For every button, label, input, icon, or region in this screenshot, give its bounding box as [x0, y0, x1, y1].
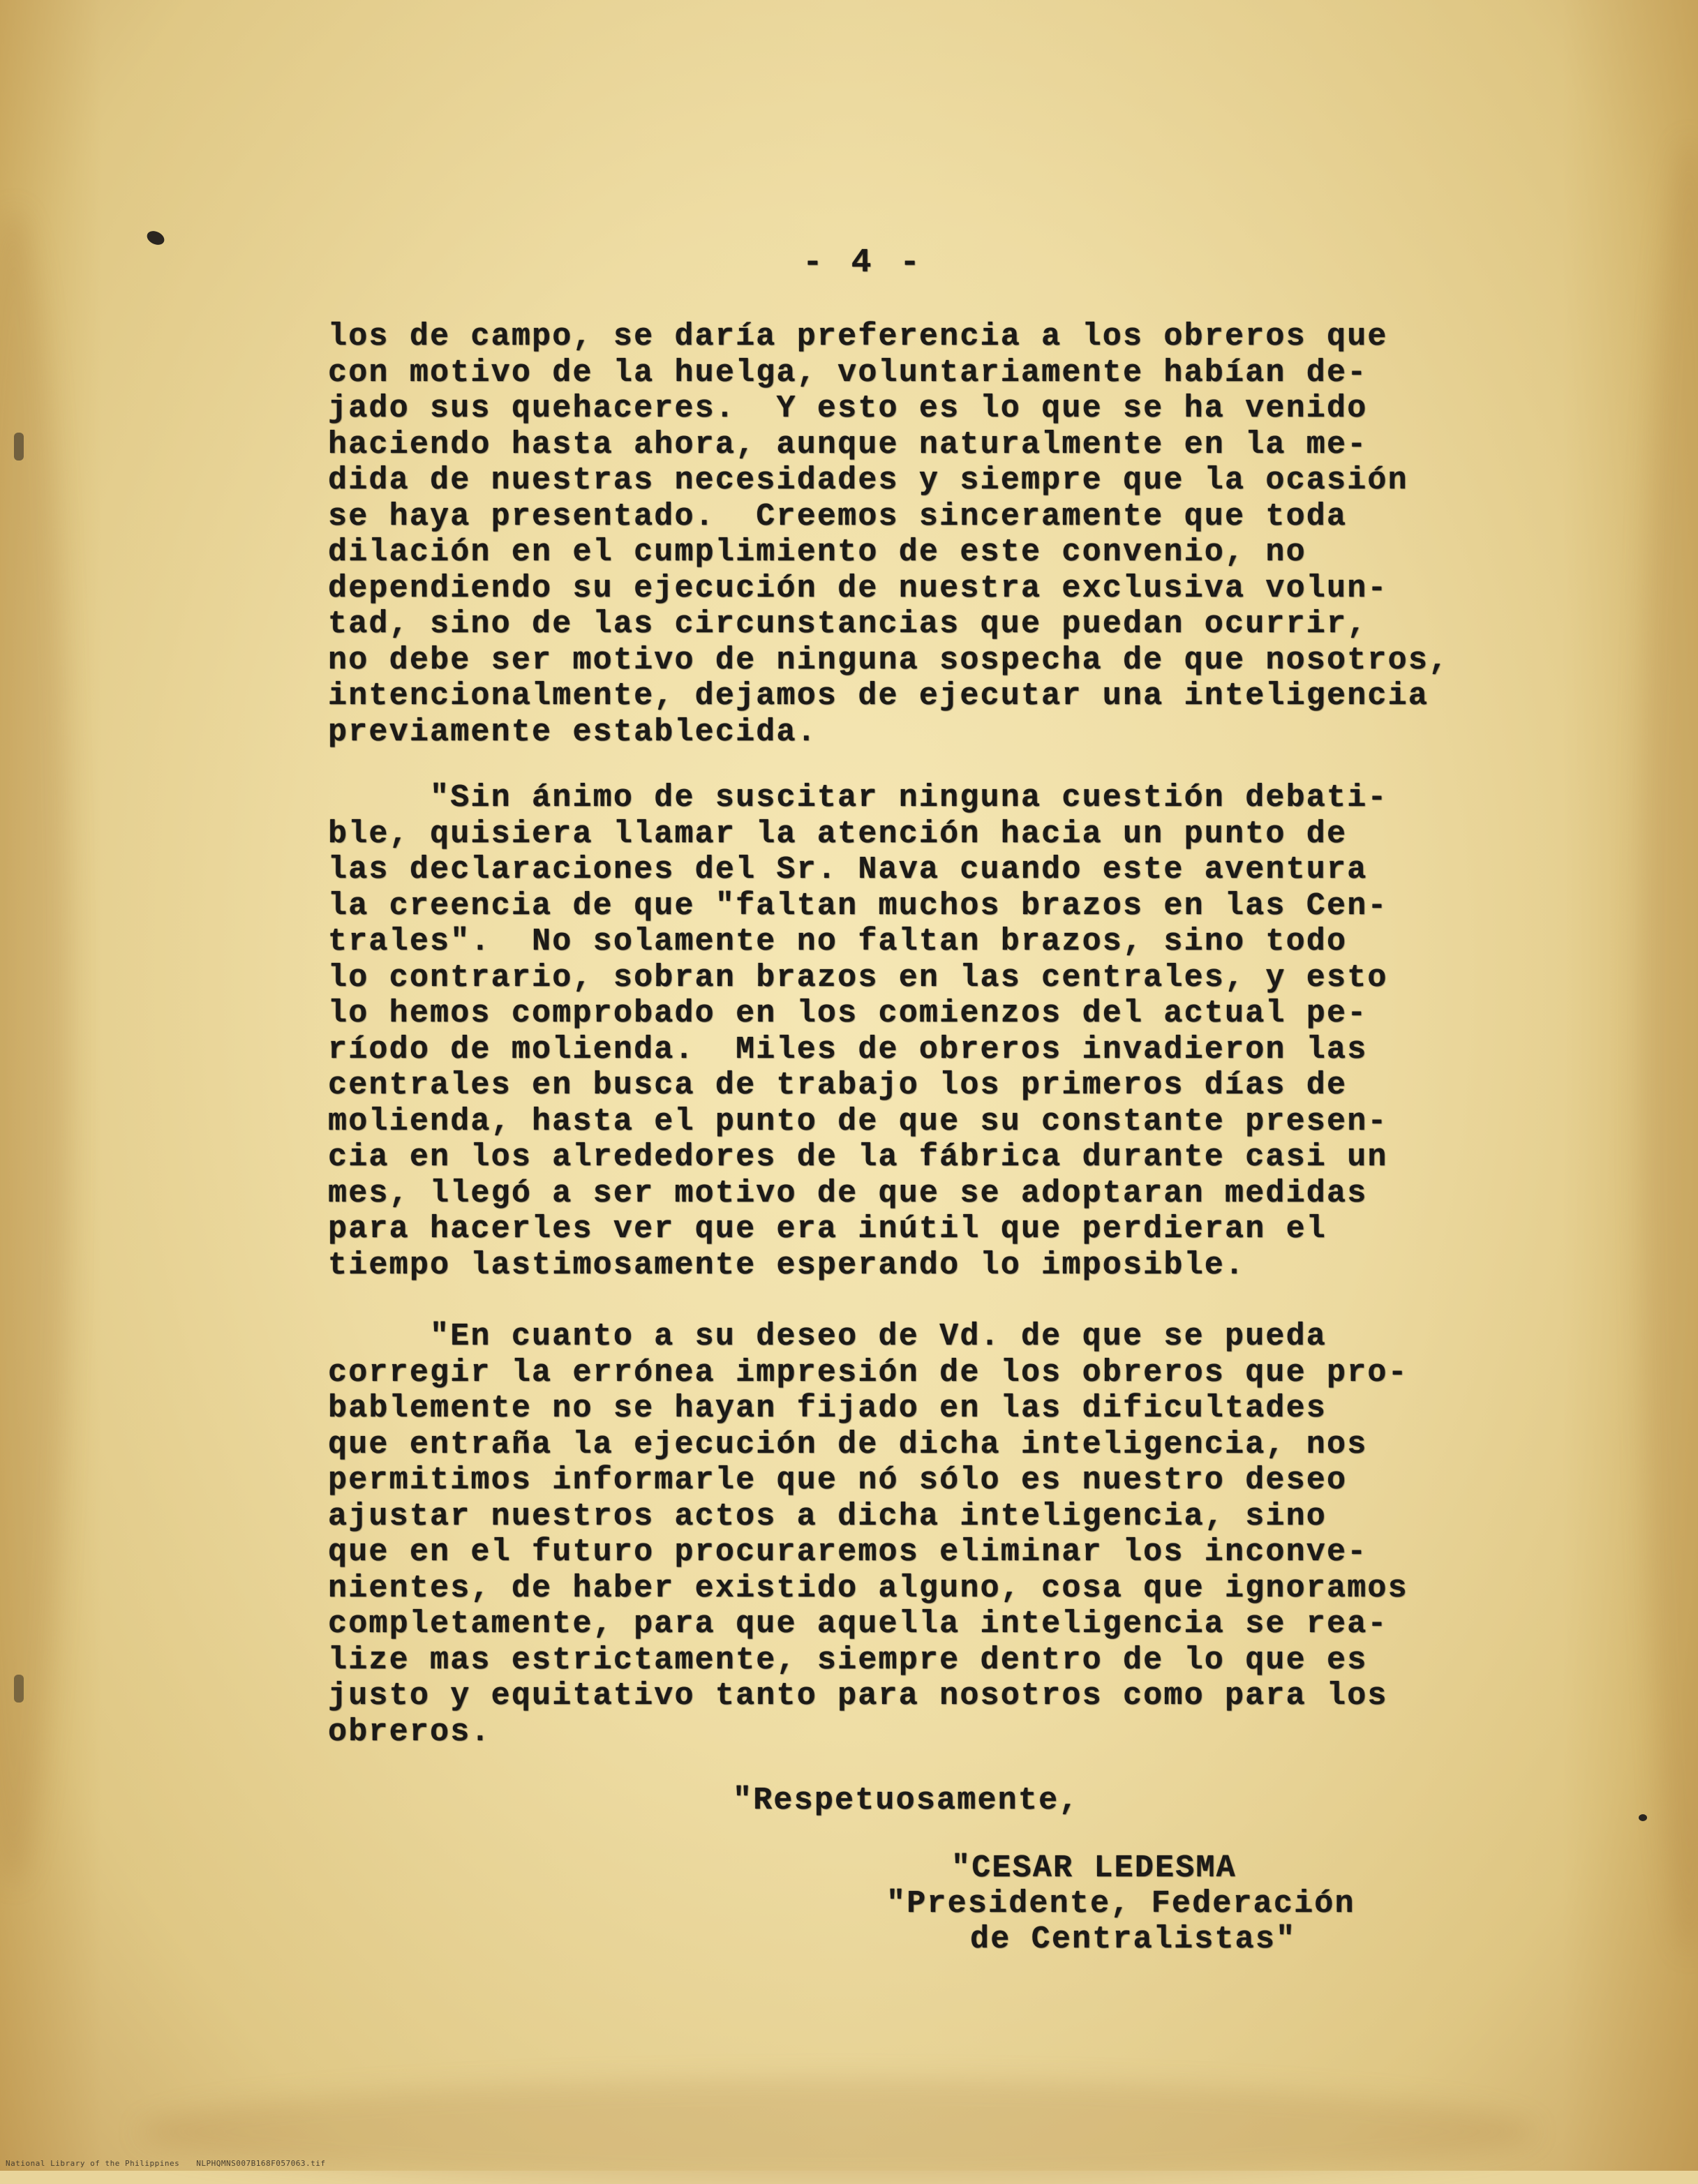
- text-line: lo hemos comprobado en los comienzos del actual pe-: [328, 996, 1368, 1031]
- text-line: tad, sino de las circunstancias que puedan ocurrir,: [328, 606, 1368, 642]
- text-line: para hacerles ver que era inútil que perdieran el: [328, 1211, 1327, 1247]
- signatory-title: "Presidente, Federación: [886, 1886, 1355, 1922]
- ink-blot-mark: [144, 228, 166, 247]
- text-line: dilación en el cumplimiento de este convenio, no: [328, 534, 1306, 570]
- text-line: lize mas estrictamente, siempre dentro de lo que es: [328, 1642, 1368, 1678]
- text-line: completamente, para que aquella inteligencia se rea-: [328, 1606, 1388, 1642]
- text-line: corregir la errónea impresión de los obreros que pro-: [328, 1354, 1408, 1391]
- paragraph-1: [328, 319, 1449, 750]
- text-line: que entraña la ejecución de dicha inteligencia, nos: [328, 1426, 1368, 1463]
- text-line: cia en los alrededores de la fábrica durante casi un: [328, 1139, 1388, 1175]
- text-line: con motivo de la huelga, voluntariamente habían de-: [328, 354, 1368, 391]
- text-line: bablemente no se hayan fijado en las dificultades: [328, 1391, 1327, 1426]
- text-line: ríodo de molienda. Miles de obreros invadieron las: [328, 1031, 1368, 1068]
- text-line: justo y equitativo tanto para nosotros como para los: [328, 1678, 1388, 1714]
- text-line: dida de nuestras necesidades y siempre que la ocasión: [328, 463, 1408, 498]
- ink-dot-mark: [1639, 1814, 1647, 1821]
- text-line: previamente establecida.: [328, 714, 817, 750]
- signatory-organization: de Centralistas": [970, 1922, 1297, 1957]
- text-line: "Sin ánimo de suscitar ninguna cuestión debati-: [328, 780, 1388, 816]
- text-line: mes, llegó a ser motivo de que se adoptaran medidas: [328, 1175, 1368, 1211]
- signatory-name: "CESAR LEDESMA: [951, 1850, 1237, 1886]
- paragraph-2: [328, 780, 1388, 1283]
- text-line: dependiendo su ejecución de nuestra exclusiva volun-: [328, 570, 1388, 606]
- scan-filename: NLPHQMNS007B168F057063.tif: [196, 2159, 326, 2168]
- punch-mark-top: [14, 433, 24, 461]
- page-number: - 4 -: [803, 244, 925, 282]
- text-line: se haya presentado. Creemos sinceramente que toda: [328, 498, 1348, 534]
- text-line: permitimos informarle que nó sólo es nuestro deseo: [328, 1463, 1348, 1498]
- stain-bottom: [140, 2079, 1535, 2184]
- text-line: las declaraciones del Sr. Nava cuando este aventura: [328, 852, 1368, 888]
- text-line: tiempo lastimosamente esperando lo imposible.: [328, 1247, 1246, 1283]
- text-line: obreros.: [328, 1714, 491, 1750]
- scan-footer: [6, 2159, 342, 2168]
- closing-salutation: "Respetuosamente,: [733, 1783, 1080, 1818]
- text-line: molienda, hasta el punto de que su constante presen-: [328, 1103, 1388, 1139]
- text-line: no debe ser motivo de ninguna sospecha de que nosotros,: [328, 642, 1450, 678]
- text-line: jado sus quehaceres. Y esto es lo que se ha venido: [328, 391, 1368, 426]
- text-line: la creencia de que "faltan muchos brazos en las Cen-: [328, 888, 1388, 924]
- text-line: ajustar nuestros actos a dicha inteligencia, sino: [328, 1498, 1327, 1534]
- stain-left: [0, 209, 70, 1884]
- text-line: lo contrario, sobran brazos en las centrales, y esto: [328, 959, 1388, 996]
- stain-right: [1640, 140, 1698, 1954]
- text-line: trales". No solamente no faltan brazos, sino todo: [328, 924, 1348, 959]
- text-line: centrales en busca de trabajo los primeros días de: [328, 1068, 1348, 1103]
- text-line: intencionalmente, dejamos de ejecutar una inteligencia: [328, 678, 1429, 714]
- punch-mark-bottom: [14, 1675, 24, 1703]
- text-line: que en el futuro procuraremos eliminar los inconve-: [328, 1534, 1368, 1570]
- archive-credit: National Library of the Philippines: [6, 2159, 180, 2168]
- paragraph-3: [328, 1319, 1408, 1750]
- text-line: nientes, de haber existido alguno, cosa que ignoramos: [328, 1570, 1408, 1606]
- text-line: "En cuanto a su deseo de Vd. de que se pueda: [328, 1319, 1327, 1354]
- text-line: ble, quisiera llamar la atención hacia un punto de: [328, 816, 1348, 852]
- text-line: los de campo, se daría preferencia a los obreros que: [328, 319, 1388, 354]
- text-line: haciendo hasta ahora, aunque naturalmente en la me-: [328, 426, 1368, 463]
